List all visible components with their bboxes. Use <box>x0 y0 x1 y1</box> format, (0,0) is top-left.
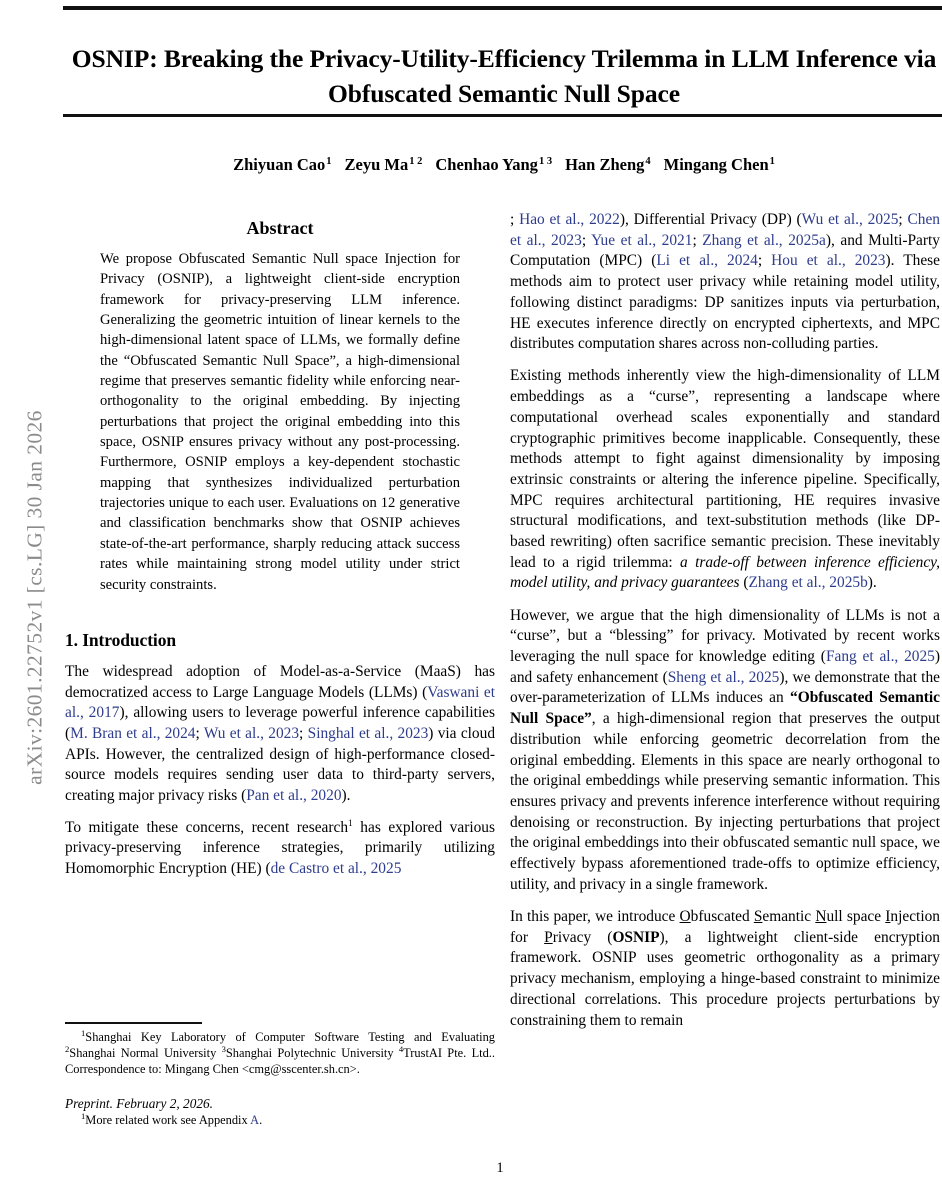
author-affiliation-mark: 1 3 <box>538 155 553 167</box>
author-affiliation-mark: 1 <box>326 155 332 167</box>
paper-page <box>58 0 942 1200</box>
preprint-notice: Preprint. February 2, 2026. <box>65 1095 213 1111</box>
author-list <box>68 155 940 175</box>
text-run: njection for <box>510 908 940 946</box>
citation-link[interactable]: Vaswani et al., 2017 <box>65 683 495 722</box>
text-run: ; <box>757 252 772 270</box>
emphasis-text: a trade-off between inference efficiency, model utility, and privacy guarantees <box>510 553 940 592</box>
text-run: ; <box>299 724 308 742</box>
author-name: Zeyu Ma <box>344 155 409 174</box>
text-run: ; <box>510 211 520 228</box>
citation-link[interactable]: Zhang et al., 2025b <box>748 574 868 592</box>
affiliation-mark: 4 <box>398 1043 404 1054</box>
text-run: Existing methods inherently view the high-dimensionality of LLM embeddings as a “curse”, representing a landscape where computational overhead scales exponentially and standard cryptographic primitives become inapplicable. Consequently, these methods attempt to fight against dimensionality by imposing extrinsic constraints or altering the inference pipeline. Specifically, MPC requires architectural partitioning, HE requires invasive structural modifications, and text-substitution methods (like DP-based rewriting) often sacrifice semantic precision. These inevitably lead to a rigid trilemma: <box>510 367 940 571</box>
text-run: ; <box>581 231 592 249</box>
text-run: ), we demonstrate that the over-parameterization of LLMs induces an <box>510 668 940 707</box>
citation-link[interactable]: Hou et al., 2023 <box>771 252 886 270</box>
text-run: More related work see Appendix <box>85 1112 251 1127</box>
citation-link[interactable]: Chen et al., 2023 <box>510 211 941 249</box>
footnote-mark: 1 <box>81 1110 86 1121</box>
author-entry <box>233 155 331 174</box>
text-run: ; <box>692 231 703 249</box>
affiliation-mark: 2 <box>65 1043 70 1054</box>
affiliation-mark: 3 <box>221 1043 226 1054</box>
arxiv-identifier-text: arXiv:2601.22752v1 [cs.LG] 30 Jan 2026 <box>22 410 47 785</box>
text-run: Shanghai Key Laboratory of Computer Software Testing and Evaluating <box>85 1029 495 1044</box>
text-run: ). <box>341 787 351 805</box>
text-run: has explored various privacy-preserving inference strategies, primarily utilizing Homomorphic Encryption (HE) ( <box>65 818 495 878</box>
citation-link[interactable]: Li et al., 2024 <box>656 252 758 270</box>
intro-paragraph-2-continued <box>510 210 940 355</box>
arxiv-identifier-stamp <box>0 0 58 1200</box>
citation-link[interactable]: Sheng et al., 2025 <box>667 668 780 686</box>
citation-link[interactable]: Zhang et al., 2025a <box>702 231 826 249</box>
citation-link[interactable]: Wu et al., 2025 <box>801 211 899 228</box>
author-name: Chenhao Yang <box>435 155 538 174</box>
page-title: OSNIP: Breaking the Privacy-Utility-Efficiency Trilemma in LLM Inference via Obfuscated Semantic Null Space <box>71 44 937 109</box>
text-run: ). These methods aim to protect user privacy while retaining model utility, following distinct paradigms: DP sanitizes inputs via perturbation, HE executes inference directly on encrypted ciphertexts, and MPC distributes computation shares across non-colluding parties. <box>510 252 940 353</box>
footnote-marker[interactable]: 1 <box>348 818 353 829</box>
author-entry <box>565 155 651 174</box>
citation-link[interactable]: Yue et al., 2021 <box>591 231 693 249</box>
text-run: The widespread adoption of Model-as-a-Service (MaaS) has democratized access to Large Language Models (LLMs) ( <box>65 662 495 701</box>
author-name: Han Zheng <box>565 155 645 174</box>
abstract-heading: Abstract <box>246 218 314 238</box>
citation-link[interactable]: Wu et al., 2023 <box>203 724 300 742</box>
footnote-more-related-work <box>65 1110 495 1128</box>
text-run: rivacy ( <box>552 928 613 946</box>
text-run: ), Differential Privacy (DP) ( <box>619 211 802 228</box>
header-rule-under-title <box>63 114 942 117</box>
intro-paragraph-2 <box>65 818 495 880</box>
citation-link[interactable]: Pan et al., 2020 <box>246 787 342 805</box>
bold-term: OSNIP <box>612 928 660 946</box>
author-entry <box>664 155 775 174</box>
intro-paragraph-4 <box>510 606 940 896</box>
author-affiliation-mark: 4 <box>645 155 651 167</box>
page-number: 1 <box>496 1160 504 1176</box>
author-entry <box>435 155 552 174</box>
text-run: ) via cloud APIs. However, the centralized design of high-performance closed-source models requires sending user data to third-party servers, creating major privacy risks ( <box>65 724 496 805</box>
author-name: Zhiyuan Cao <box>233 155 326 174</box>
intro-paragraph-3 <box>510 366 940 594</box>
citation-link[interactable]: M. Bran et al., 2024 <box>70 724 196 742</box>
citation-link[interactable]: de Castro et al., 2025 <box>270 860 402 878</box>
citation-link[interactable]: Singhal et al., 2023 <box>307 724 429 742</box>
acronym-letter: P <box>544 928 553 946</box>
text-run: TrustAI Pte. Ltd.. Correspondence to: Mingang Chen <cmg@sscenter.sh.cn>. <box>65 1045 495 1077</box>
text-run: . <box>259 1112 263 1127</box>
text-run: In this paper, we introduce <box>510 908 680 925</box>
abstract-text: We propose Obfuscated Semantic Null space Injection for Privacy (OSNIP), a lightweight client-side encryption framework for privacy-preserving LLM inference. Generalizing the geometric intuition of linear kernels to the high-dimensional latent space of LLMs, we formally define the “Obfuscated Semantic Null Space”, a high-dimensional regime that preserves semantic fidelity while enforcing near-orthogonality to the original embedding. By injecting perturbations that project the original embedding into this space, OSNIP ensures privacy without any post-processing. Furthermore, OSNIP employs a key-dependent stochastic mapping that synthesizes individualized perturbation trajectories unique to each user. Evaluations on 12 generative and classification benchmarks show that OSNIP achieves state-of-the-art performance, sharply reducing attack success rates while maintaining strong model utility under strict security constraints. <box>100 251 460 593</box>
appendix-link[interactable]: A <box>250 1112 260 1127</box>
text-run: ; <box>195 724 204 742</box>
affiliation-mark: 1 <box>81 1027 86 1038</box>
text-run: ( <box>739 574 749 592</box>
footnote-rule <box>65 1022 202 1024</box>
text-run: ; <box>898 211 908 228</box>
text-run: However, we argue that the high dimensionality of LLMs is not a “curse”, but a “blessing” for privacy. Motivated by recent works leveraging the null space for knowledge editing ( <box>510 606 940 666</box>
text-run: Shanghai Normal University <box>69 1045 222 1060</box>
text-run: ) and safety enhancement ( <box>510 648 940 686</box>
acronym-letter: N <box>815 908 827 925</box>
author-affiliation-mark: 1 <box>769 155 775 167</box>
intro-paragraph-1 <box>65 662 495 807</box>
text-run: emantic <box>762 908 816 925</box>
section-heading-introduction: 1. Introduction <box>65 629 176 650</box>
author-affiliation-mark: 1 2 <box>409 155 423 167</box>
text-run: ). <box>867 574 877 592</box>
citation-link[interactable]: Hao et al., 2022 <box>519 211 620 228</box>
footnote-block <box>65 1022 495 1128</box>
header-rule-top <box>63 6 942 10</box>
text-run: Shanghai Polytechnic University <box>225 1045 399 1060</box>
text-run: , a high-dimensional region that preserves the output distribution while enforcing geometric decorrelation from the original embedding. Elements in this space are nearly orthogonal to the original embeddings while preserving semantic information. This ensures privacy and prevents inference interference without requiring denoising or reconstruction. By injecting perturbations that project the original embeddings into their obfuscated semantic null space, we effectively bypass aforementioned trade-offs to optimize efficiency, utility, and privacy in a single framework. <box>510 710 940 893</box>
text-run: ), and Multi-Party Computation (MPC) ( <box>510 231 940 270</box>
text-run: bfuscated <box>690 908 754 925</box>
text-run: ull space <box>826 908 886 925</box>
footnote-affiliations <box>65 1029 495 1078</box>
intro-paragraph-5 <box>510 907 940 1031</box>
column-right <box>510 210 940 1185</box>
author-entry <box>345 155 423 174</box>
acronym-letter: O <box>679 908 691 925</box>
acronym-letter: I <box>885 908 891 925</box>
text-run: ), allowing users to leverage powerful inference capabilities ( <box>65 704 496 742</box>
author-name: Mingang Chen <box>663 155 769 174</box>
acronym-letter: S <box>753 908 763 925</box>
text-run: To mitigate these concerns, recent research <box>65 818 349 836</box>
text-run: ), a lightweight client-side encryption framework. OSNIP uses geometric orthogonality as a primary privacy mechanism, employing a hinge-based constraint to minimize directional correlations. This procedure projects perturbations by constraining them to remain <box>510 928 940 1029</box>
bold-term: “Obfuscated Semantic Null Space” <box>510 689 940 728</box>
citation-link[interactable]: Fang et al., 2025 <box>825 648 935 666</box>
